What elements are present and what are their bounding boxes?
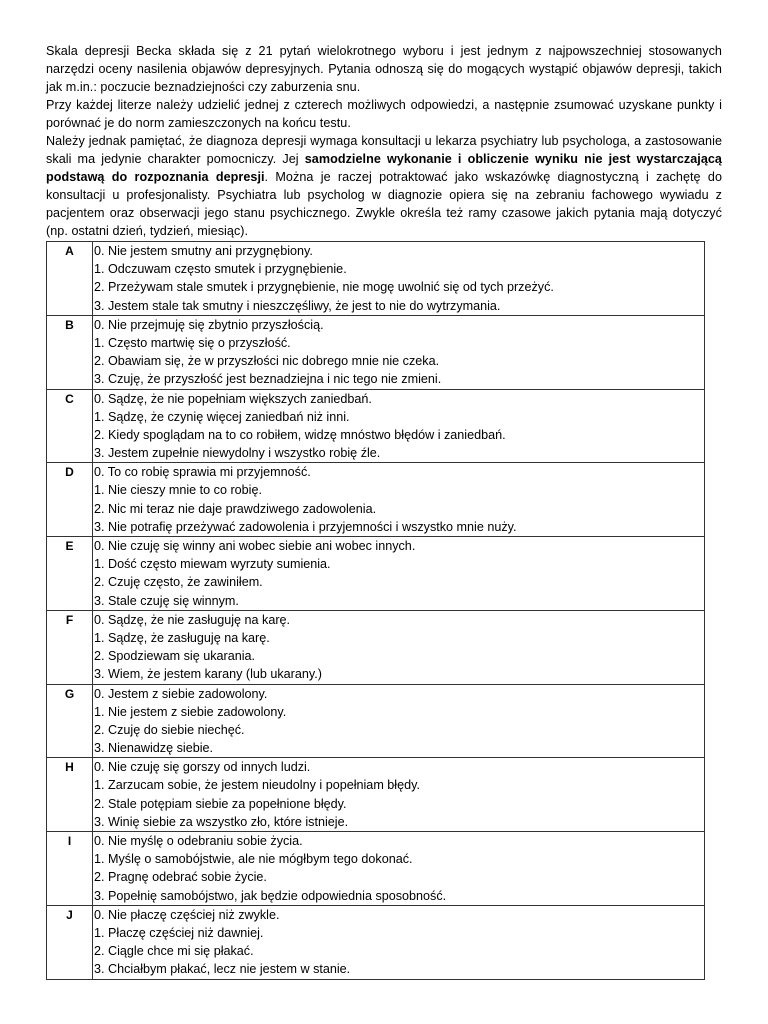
answer-option: 2. Czuję do siebie niechęć. [94, 722, 245, 737]
question-letter: H [47, 758, 93, 832]
answer-option: 1. Często martwię się o przyszłość. [94, 335, 291, 350]
answer-option: 0. Nie przejmuję się zbytnio przyszłością. [94, 317, 324, 332]
answer-option: 0. Sądzę, że nie popełniam większych zaniedbań. [94, 391, 372, 406]
question-letter: B [47, 315, 93, 389]
answer-option: 0. To co robię sprawia mi przyjemność. [94, 465, 311, 480]
answer-option: 3. Nienawidzę siebie. [94, 741, 214, 756]
question-row [47, 389, 705, 463]
question-row [47, 758, 705, 832]
question-letter: F [47, 610, 93, 684]
question-row [47, 905, 705, 979]
question-row [47, 315, 705, 389]
answer-option: 2. Kiedy spoglądam na to co robiłem, widzę mnóstwo błędów i zaniedbań. [94, 427, 506, 442]
answer-list [93, 537, 705, 611]
question-row [47, 242, 705, 316]
answer-option: 2. Stale potępiam siebie za popełnione błędy. [94, 796, 347, 811]
question-letter: G [47, 684, 93, 758]
answer-option: 3. Czuję, że przyszłość jest beznadziejna i nic tego nie zmieni. [94, 372, 442, 387]
answer-list [93, 610, 705, 684]
intro-paragraph-1: Skala depresji Becka składa się z 21 pytań wielokrotnego wyboru i jest jednym z najpowszechniej stosowanych narzędzi oceny nasilenia objawów depresyjnych. Pytania odnoszą się do mogących wystąpić objawów depresji, takich jak m.in.: poczucie beznadziejności czy zaburzenia snu. [46, 44, 722, 94]
answer-list [93, 905, 705, 979]
answer-option: 2. Przeżywam stale smutek i przygnębienie, nie mogę uwolnić się od tych przeżyć. [94, 280, 554, 295]
answer-option: 2. Pragnę odebrać sobie życie. [94, 870, 267, 885]
answer-option: 0. Sądzę, że nie zasługuję na karę. [94, 612, 291, 627]
intro-paragraph-2: Przy każdej literze należy udzielić jednej z czterech możliwych odpowiedzi, a następnie zsumować uzyskane punkty i porównać je do norm zamieszczonych na końcu testu. [46, 98, 722, 130]
answer-list [93, 389, 705, 463]
intro-text [46, 42, 722, 240]
question-letter: C [47, 389, 93, 463]
answer-option: 0. Nie płaczę częściej niż zwykle. [94, 907, 280, 922]
intro-paragraph-3 [46, 132, 722, 240]
answer-option: 0. Nie czuję się winny ani wobec siebie ani wobec innych. [94, 539, 416, 553]
answer-option: 0. Nie czuję się gorszy od innych ludzi. [94, 760, 311, 775]
answer-option: 2. Ciągle chce mi się płakać. [94, 944, 254, 959]
question-letter: E [47, 537, 93, 611]
answer-option: 2. Obawiam się, że w przyszłości nic dobrego mnie nie czeka. [94, 354, 440, 369]
answer-option: 1. Sądzę, że czynię więcej zaniedbań niż inni. [94, 409, 350, 424]
question-row [47, 684, 705, 758]
questionnaire-body [47, 242, 705, 980]
answer-option: 3. Nie potrafię przeżywać zadowolenia i przyjemności i wszystko mnie nuży. [94, 519, 517, 534]
intro-paragraph-3-start: Należy jednak pamiętać, że diagnoza depresji wymaga konsultacji u lekarza psychiatry lub psychologa, a zastosowanie skali ma jedynie charakter pomocniczy. Jej [46, 134, 722, 166]
answer-list [93, 832, 705, 906]
question-letter: J [47, 905, 93, 979]
question-row [47, 610, 705, 684]
answer-option: 0. Jestem z siebie zadowolony. [94, 686, 268, 701]
answer-option: 3. Jestem zupełnie niewydolny i wszystko robię źle. [94, 446, 381, 461]
answer-option: 1. Płaczę częściej niż dawniej. [94, 925, 264, 940]
answer-list [93, 315, 705, 389]
answer-list [93, 463, 705, 537]
answer-option: 1. Sądzę, że zasługuję na karę. [94, 630, 270, 645]
answer-option: 3. Popełnię samobójstwo, jak będzie odpowiednia sposobność. [94, 888, 447, 903]
answer-list [93, 758, 705, 832]
answer-list [93, 242, 705, 316]
answer-option: 2. Nic mi teraz nie daje prawdziwego zadowolenia. [94, 501, 377, 516]
answer-option: 1. Nie cieszy mnie to co robię. [94, 483, 262, 498]
intro-paragraph-3-end: . Można je raczej potraktować jako wskazówkę diagnostyczną i zachętę do konsultacji u profesjonalisty. Psychiatra lub psycholog w diagnozie opiera się na zebraniu fachowego wywiadu z pacjentem oraz obserwacji jego stanu psychicznego. Zwykle określa też ramy czasowe jakich pytania mają dotyczyć (np. ostatni dzień, tydzień, miesiąc). [46, 170, 722, 238]
document-page [46, 42, 722, 240]
question-row [47, 463, 705, 537]
answer-option: 1. Myślę o samobójstwie, ale nie mógłbym tego dokonać. [94, 852, 413, 867]
answer-option: 3. Wiem, że jestem karany (lub ukarany.) [94, 667, 322, 682]
answer-option: 1. Dość często miewam wyrzuty sumienia. [94, 557, 331, 572]
answer-option: 0. Nie jestem smutny ani przygnębiony. [94, 244, 313, 258]
answer-option: 2. Czuję często, że zawiniłem. [94, 575, 263, 590]
answer-option: 1. Zarzucam sobie, że jestem nieudolny i popełniam błędy. [94, 778, 420, 793]
question-letter: A [47, 242, 93, 316]
intro-paragraph-3-bold: samodzielne wykonanie i obliczenie wyniku nie jest wystarczającą podstawą do rozpoznania depresji [46, 152, 722, 184]
answer-option: 1. Odczuwam często smutek i przygnębienie. [94, 262, 347, 277]
questionnaire-table [46, 241, 705, 980]
question-row [47, 537, 705, 611]
answer-option: 3. Winię siebie za wszystko zło, które istnieje. [94, 814, 349, 829]
question-letter: I [47, 832, 93, 906]
answer-option: 3. Stale czuję się winnym. [94, 593, 239, 608]
question-row [47, 832, 705, 906]
answer-list [93, 684, 705, 758]
answer-option: 0. Nie myślę o odebraniu sobie życia. [94, 834, 303, 848]
answer-option: 1. Nie jestem z siebie zadowolony. [94, 704, 287, 719]
question-letter: D [47, 463, 93, 537]
answer-option: 3. Chciałbym płakać, lecz nie jestem w stanie. [94, 962, 351, 977]
answer-option: 2. Spodziewam się ukarania. [94, 649, 256, 664]
answer-option: 3. Jestem stale tak smutny i nieszczęśliwy, że jest to nie do wytrzymania. [94, 298, 501, 313]
